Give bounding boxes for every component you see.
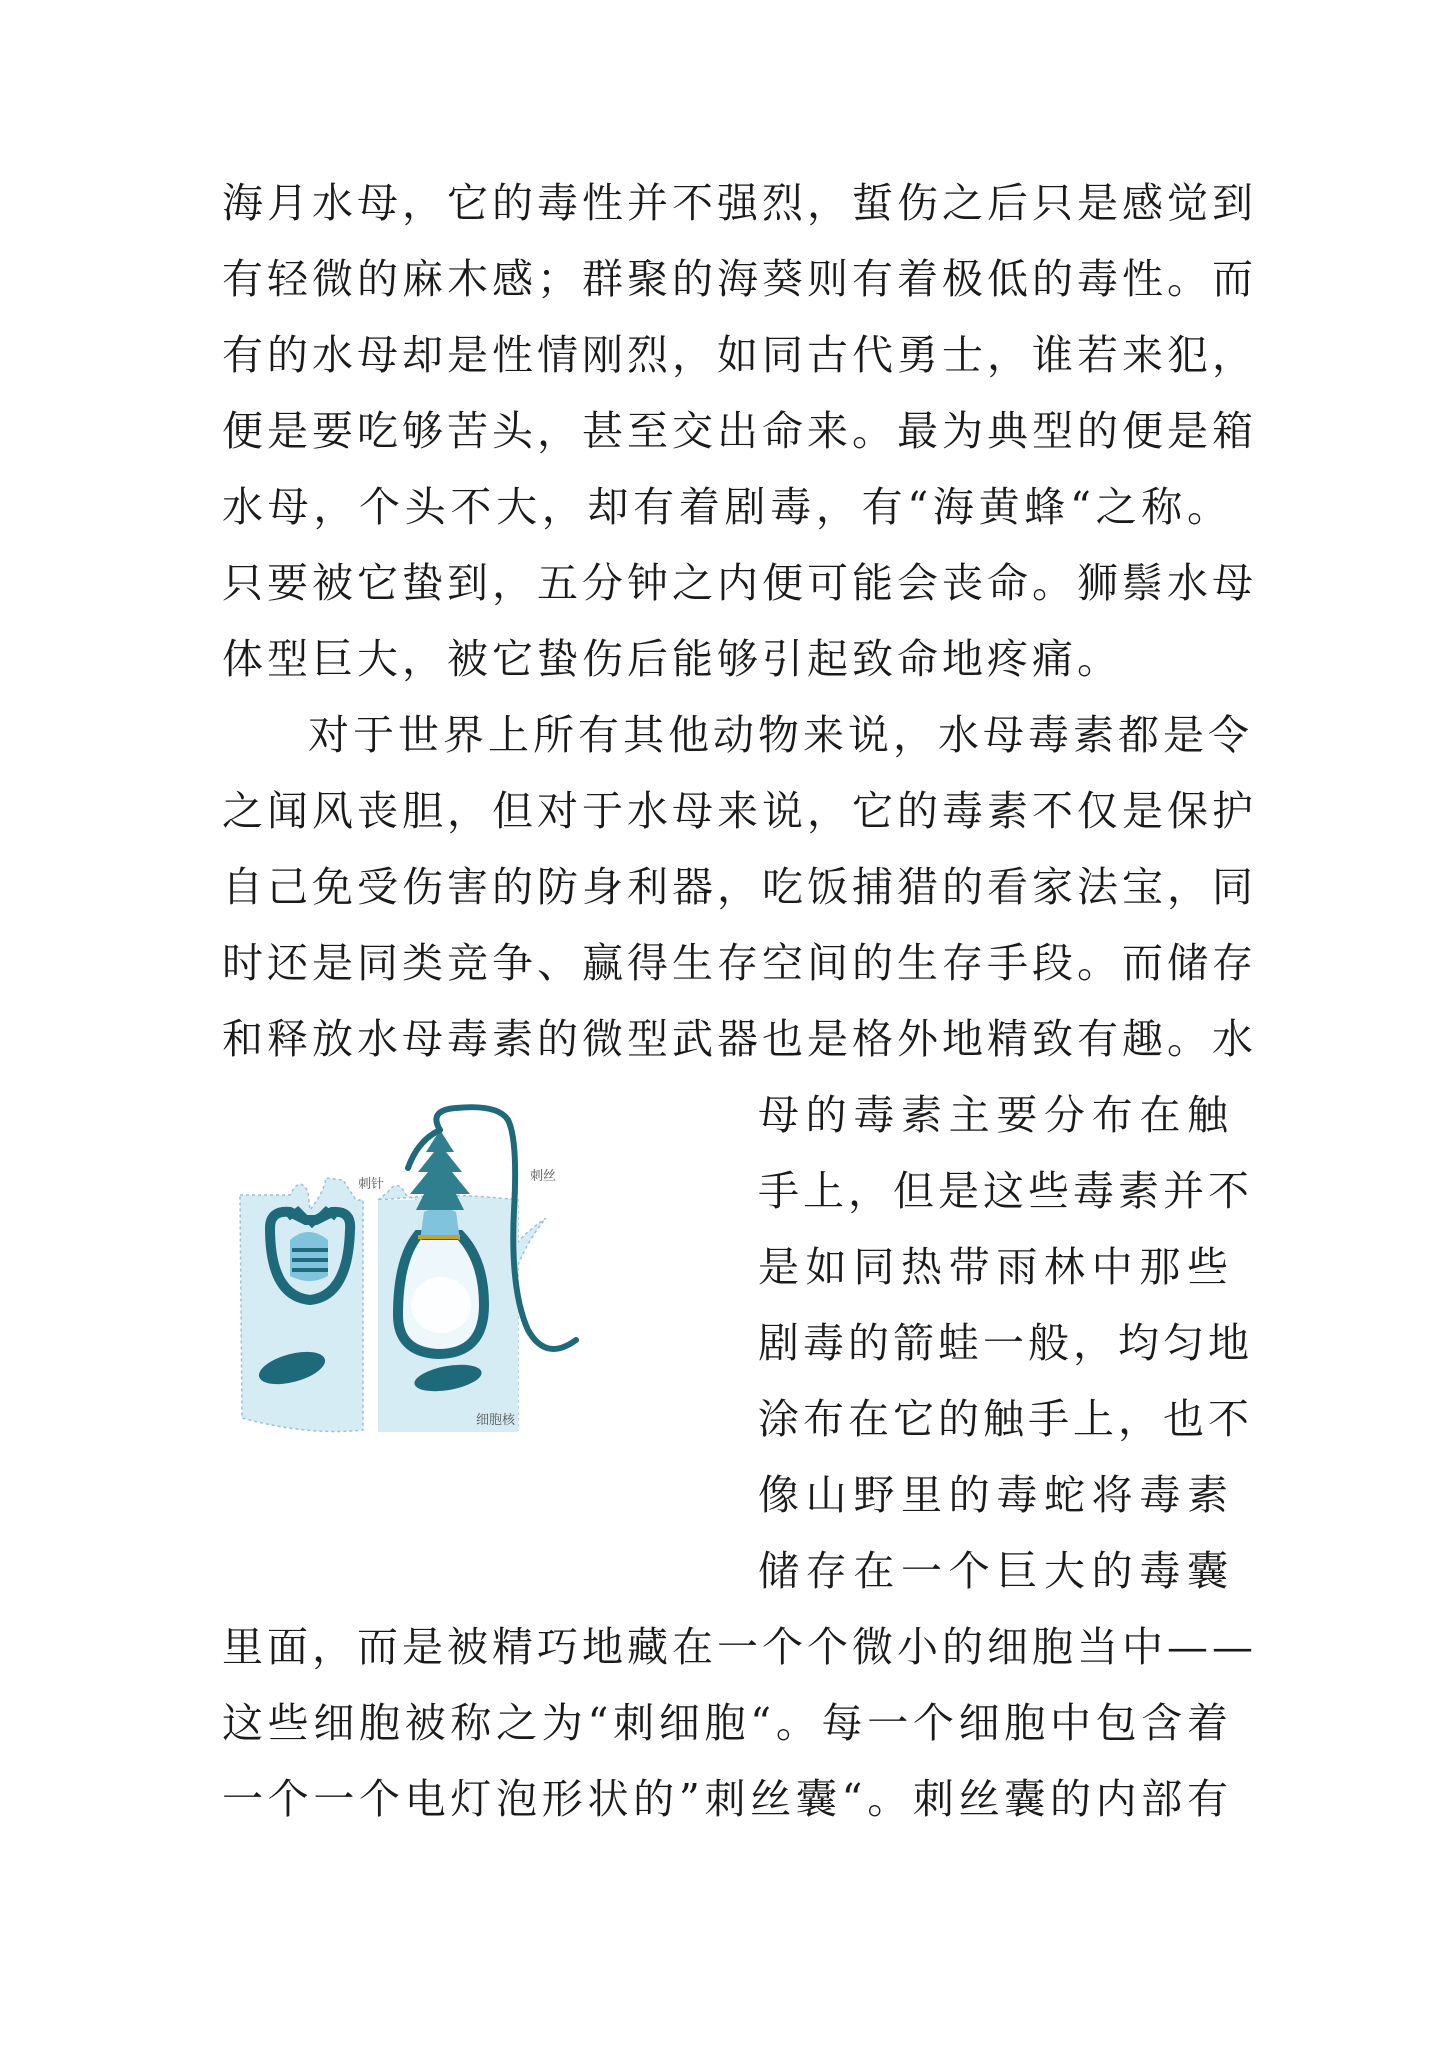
text-line: 自己免受伤害的防身利器，吃饭捕猎的看家法宝，同 — [222, 863, 1257, 911]
text-line: 时还是同类竞争、赢得生存空间的生存手段。而储存 — [222, 939, 1257, 987]
text-line: 一个一个电灯泡形状的”刺丝囊“。刺丝囊的内部有 — [222, 1775, 1232, 1823]
text-line: 是如同热带雨林中那些 — [758, 1243, 1232, 1291]
label-nucleus: 细胞核 — [476, 1413, 516, 1428]
text-line: 手上，但是这些毒素并不 — [758, 1167, 1253, 1215]
label-thread: 刺丝 — [530, 1169, 557, 1184]
text-line: 像山野里的毒蛇将毒素 — [758, 1471, 1232, 1519]
text-line: 水母，个头不大，却有着剧毒，有“海黄蜂“之称。 — [222, 483, 1232, 531]
text-line: 有轻微的麻木感；群聚的海葵则有着极低的毒性。而 — [222, 255, 1257, 303]
text-line: 有的水母却是性情刚烈，如同古代勇士，谁若来犯， — [222, 331, 1257, 379]
text-line: 只要被它蛰到，五分钟之内便可能会丧命。狮鬃水母 — [222, 559, 1257, 607]
text-line: 便是要吃够苦头，甚至交出命来。最为典型的便是箱 — [222, 407, 1257, 455]
text-line: 母的毒素主要分布在触 — [758, 1091, 1232, 1139]
text-line: 里面，而是被精巧地藏在一个个微小的细胞当中—— — [222, 1623, 1257, 1671]
text-line: 这些细胞被称之为“刺细胞“。每一个细胞中包含着 — [222, 1699, 1232, 1747]
capsule-highlight — [411, 1277, 471, 1333]
text-line: 之闻风丧胆，但对于水母来说，它的毒素不仅是保护 — [222, 787, 1257, 835]
text-line: 剧毒的箭蛙一般，均匀地 — [758, 1319, 1253, 1367]
left-capsule-inner — [290, 1232, 328, 1281]
text-line: 和释放水母毒素的微型武器也是格外地精致有趣。水 — [222, 1015, 1257, 1063]
text-line: 储存在一个巨大的毒囊 — [758, 1547, 1232, 1595]
cnidocyte-diagram — [228, 1100, 688, 1480]
label-cnidocil: 刺针 — [358, 1177, 385, 1192]
text-line: 涂布在它的触手上，也不 — [758, 1395, 1253, 1443]
text-line: 体型巨大，被它蛰伤后能够引起致命地疼痛。 — [222, 635, 1122, 683]
text-line: 海月水母，它的毒性并不强烈，蜇伤之后只是感觉到 — [222, 179, 1257, 227]
cnidocyte-illustration — [228, 1100, 688, 1480]
text-line: 对于世界上所有其他动物来说，水母毒素都是令 — [308, 711, 1253, 759]
